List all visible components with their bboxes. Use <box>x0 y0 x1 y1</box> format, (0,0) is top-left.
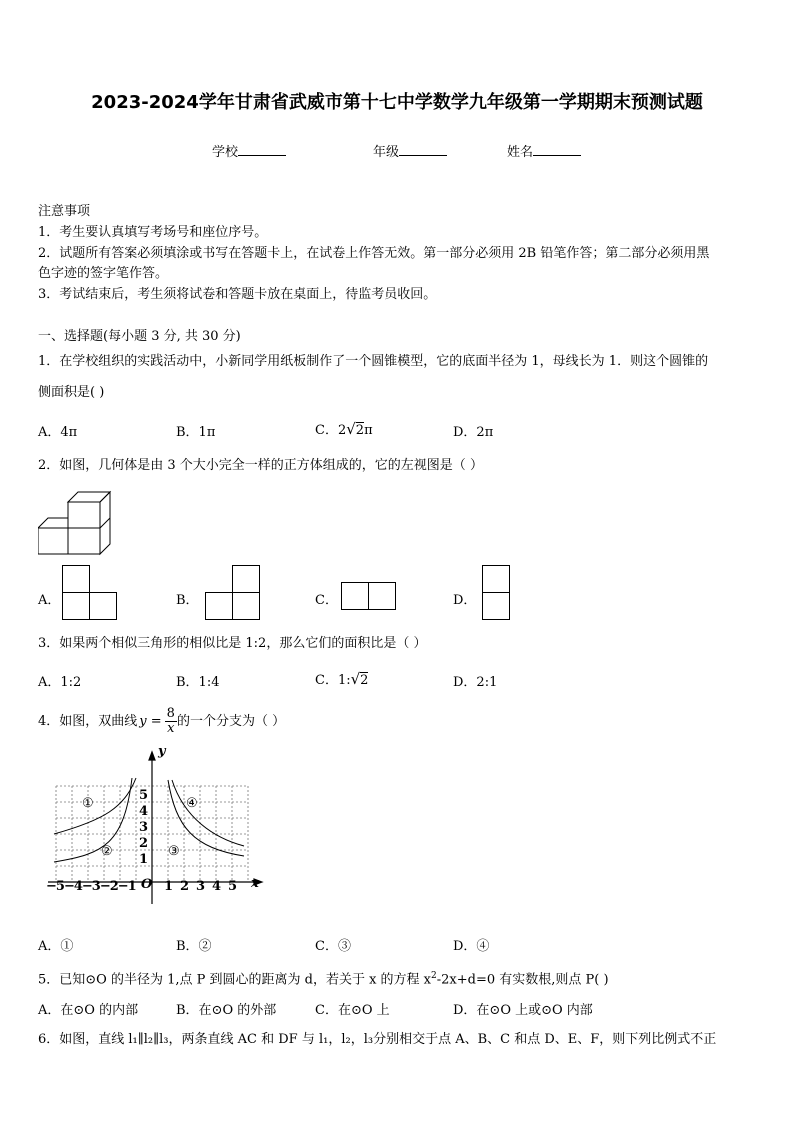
branch-1-curve <box>54 778 136 834</box>
sqrt-icon: √ <box>350 670 361 688</box>
grade-field[interactable] <box>373 141 447 160</box>
q2-option-c[interactable]: C． <box>315 593 338 608</box>
q3-option-c-rad: 2 <box>360 673 369 688</box>
section-heading: 一、选择题(每小题 3 分, 共 30 分) <box>38 329 241 344</box>
q4-y-tick-2: 2 <box>139 836 149 851</box>
q4-branch-label-3: ③ <box>168 844 180 859</box>
q3-option-c-prefix: C．1: <box>315 673 351 688</box>
name-field[interactable] <box>507 141 581 160</box>
q1-option-c-prefix: C． <box>315 423 338 438</box>
q5-option-a[interactable]: A．在⊙O 的内部 <box>38 1003 139 1018</box>
q4-branch-label-2: ② <box>101 844 113 859</box>
school-field[interactable] <box>212 141 286 160</box>
q3-option-c[interactable] <box>315 669 368 688</box>
school-blank[interactable] <box>238 143 286 156</box>
q4-y-label: y <box>158 744 166 759</box>
q4-branch-label-1: ① <box>82 796 94 811</box>
q2-option-c-figure[interactable] <box>341 582 397 610</box>
q4-y-tick-5: 5 <box>139 788 149 803</box>
q2-option-b-figure[interactable] <box>205 565 261 621</box>
q4-fraction <box>165 707 177 736</box>
q4-x-tick-5: 5 <box>228 879 238 894</box>
q1-option-b[interactable]: B．1π <box>176 425 216 440</box>
q4-origin-label: O <box>141 877 153 892</box>
q1-option-a[interactable]: A．4π <box>38 425 78 440</box>
notice-item-1: 1．考生要认真填写考场号和座位序号。 <box>38 225 268 240</box>
q2-option-d[interactable]: D． <box>453 593 477 608</box>
q4-y-tick-1: 1 <box>139 852 149 867</box>
q4-option-a[interactable]: A．① <box>38 939 74 954</box>
q4-branch-label-4: ④ <box>186 796 198 811</box>
q4-x-tick-4: 4 <box>212 879 222 894</box>
q5-text <box>38 966 609 990</box>
q3-option-b[interactable]: B．1:4 <box>176 675 220 690</box>
notice-heading: 注意事项 <box>38 204 91 219</box>
page-title: 2023-2024学年甘肃省武威市第十七中学数学九年级第一学期期末预测试题 <box>91 92 703 113</box>
q4-text <box>38 707 285 736</box>
q2-option-d-figure[interactable] <box>482 565 510 621</box>
q2-option-b[interactable]: B． <box>176 593 199 608</box>
q2-option-a[interactable]: A． <box>38 593 61 608</box>
q4-y-tick-3: 3 <box>139 820 149 835</box>
q1-option-c-rad: 2 <box>355 423 365 438</box>
q2-figure-solid <box>38 488 112 558</box>
q1-option-c-suffix: π <box>364 423 373 438</box>
q4-x-tick-3: 3 <box>196 879 206 894</box>
q2-text: 2．如图，几何体是由 3 个大小完全一样的正方体组成的，它的左视图是（ ） <box>38 458 483 473</box>
q4-x-tick-2: 2 <box>180 879 190 894</box>
branch-4-curve <box>172 780 244 846</box>
q1-option-c-coef: 2 <box>337 423 347 438</box>
q4-x-ticks-negative: −5−4−3−2−1 <box>46 879 136 894</box>
q1-option-d[interactable]: D．2π <box>453 425 494 440</box>
q4-graph <box>44 744 272 908</box>
q5-option-d[interactable]: D．在⊙O 上或⊙O 内部 <box>453 1003 593 1018</box>
q4-frac-num: 8 <box>166 706 175 721</box>
sqrt-icon: √ <box>346 420 356 438</box>
notice-item-3: 3．考试结束后，考生须将试卷和答题卡放在桌面上，待监考员收回。 <box>38 287 437 302</box>
q5-prefix: 5．已知⊙O 的半径为 1,点 P 到圆心的距离为 d，若关于 x 的方程 x <box>38 972 432 988</box>
q3-option-d[interactable]: D．2:1 <box>453 675 498 690</box>
q1-option-c[interactable] <box>315 419 373 438</box>
q5-option-c[interactable]: C．在⊙O 上 <box>315 1003 390 1018</box>
q1-text-line1: 1．在学校组织的实践活动中，小新同学用纸板制作了一个圆锥模型，它的底面半径为 1，母线长为 1．则这个圆锥的 <box>38 354 709 369</box>
grade-blank[interactable] <box>399 143 447 156</box>
q4-option-d[interactable]: D．④ <box>453 939 490 954</box>
q5-option-b[interactable]: B．在⊙O 的外部 <box>176 1003 277 1018</box>
name-blank[interactable] <box>533 143 581 156</box>
q1-text-line2: 侧面积是( ) <box>38 385 105 400</box>
q2-option-a-figure[interactable] <box>62 565 118 621</box>
q4-lhs: y = <box>139 713 162 729</box>
q5-sup: 2 <box>431 971 437 981</box>
q3-option-a[interactable]: A．1:2 <box>38 675 82 690</box>
q4-prefix: 4．如图，双曲线 <box>38 713 138 729</box>
q4-option-b[interactable]: B．② <box>176 939 212 954</box>
q5-suffix: -2x+d=0 有实数根,则点 P( ) <box>436 972 609 988</box>
q4-suffix: 的一个分支为（ ） <box>176 713 286 729</box>
q4-x-label: x <box>251 876 259 891</box>
school-label: 学校 <box>212 145 239 160</box>
q4-y-tick-4: 4 <box>139 804 149 819</box>
notice-item-2: 2．试题所有答案必须填涂或书写在答题卡上，在试卷上作答无效。第一部分必须用 2B 铅笔作答；第二部分必须用黑 <box>38 246 710 261</box>
notice-item-2-cont: 色字迹的签字笔作答。 <box>38 266 169 281</box>
q3-text: 3．如果两个相似三角形的相似比是 1:2，那么它们的面积比是（ ） <box>38 636 427 651</box>
q4-x-tick-1: 1 <box>164 879 174 894</box>
q6-text: 6．如图，直线 l₁∥l₂∥l₃，两条直线 AC 和 DF 与 l₁，l₂，l₃分别相交于点 A、B、C 和点 D、E、F，则下列比例式不正 <box>38 1032 717 1047</box>
name-label: 姓名 <box>507 145 534 160</box>
q4-frac-den: x <box>167 721 175 736</box>
q4-option-c[interactable]: C．③ <box>315 939 351 954</box>
grade-label: 年级 <box>373 145 400 160</box>
